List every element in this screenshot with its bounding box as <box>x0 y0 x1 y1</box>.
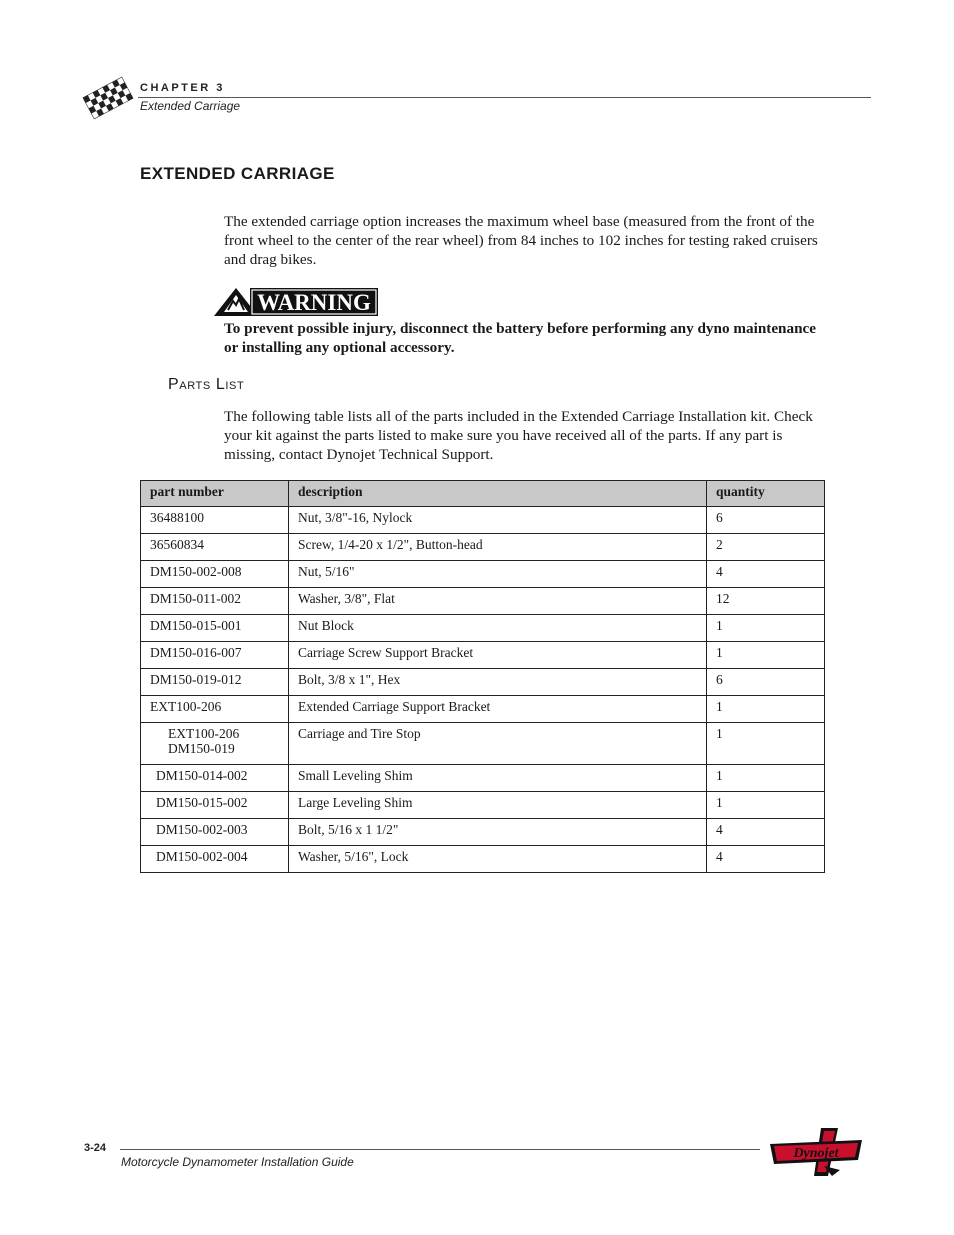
column-header-part-number: part number <box>141 481 289 507</box>
description-cell: Large Leveling Shim <box>289 792 707 819</box>
quantity-cell: 4 <box>707 819 825 846</box>
table-row <box>141 846 825 873</box>
checkered-flag-icon <box>82 76 134 120</box>
quantity-cell: 1 <box>707 765 825 792</box>
part-number-line: DM150-019 <box>168 741 235 756</box>
section-title: EXTENDED CARRIAGE <box>140 164 335 183</box>
logo-text: Dynojet <box>793 1146 839 1161</box>
quantity-cell: 6 <box>707 507 825 534</box>
table-row <box>141 534 825 561</box>
part-number-cell <box>141 723 289 765</box>
description-cell: Carriage and Tire Stop <box>289 723 707 765</box>
guide-title: Motorcycle Dynamometer Installation Guide <box>121 1155 354 1169</box>
description-cell: Bolt, 5/16 x 1 1/2" <box>289 819 707 846</box>
part-number-cell: DM150-016-007 <box>141 642 289 669</box>
table-row <box>141 615 825 642</box>
table-row <box>141 588 825 615</box>
quantity-cell: 1 <box>707 642 825 669</box>
chapter-label: CHAPTER 3 <box>140 82 225 94</box>
part-number-cell: DM150-019-012 <box>141 669 289 696</box>
description-cell: Small Leveling Shim <box>289 765 707 792</box>
quantity-cell: 2 <box>707 534 825 561</box>
part-number-cell: DM150-014-002 <box>141 765 289 792</box>
description-cell: Screw, 1/4-20 x 1/2", Button-head <box>289 534 707 561</box>
part-number-cell: EXT100-206 <box>141 696 289 723</box>
description-cell: Bolt, 3/8 x 1", Hex <box>289 669 707 696</box>
chapter-subtitle: Extended Carriage <box>140 99 241 113</box>
warning-icon <box>214 286 380 318</box>
quantity-cell: 4 <box>707 846 825 873</box>
quantity-cell: 6 <box>707 669 825 696</box>
description-cell: Nut, 5/16" <box>289 561 707 588</box>
warning-text: To prevent possible injury, disconnect the battery before performing any dyno maintenance or installing any optional accessory. <box>224 320 817 356</box>
table-row <box>141 819 825 846</box>
quantity-cell: 12 <box>707 588 825 615</box>
warning-badge-label: WARNING <box>257 290 371 315</box>
description-cell: Extended Carriage Support Bracket <box>289 696 707 723</box>
table-row <box>141 507 825 534</box>
part-number-cell: DM150-002-008 <box>141 561 289 588</box>
table-row <box>141 723 825 765</box>
column-header-description: description <box>289 481 707 507</box>
table-row <box>141 792 825 819</box>
table-row <box>141 561 825 588</box>
table-row <box>141 696 825 723</box>
description-cell: Nut, 3/8"-16, Nylock <box>289 507 707 534</box>
header-divider <box>138 97 871 98</box>
dynojet-logo <box>766 1126 866 1178</box>
description-cell: Carriage Screw Support Bracket <box>289 642 707 669</box>
part-number-cell: DM150-015-002 <box>141 792 289 819</box>
parts-intro-paragraph: The following table lists all of the parts included in the Extended Carriage Installation kit. Check your kit against the parts listed to make sure you have received all of the parts. If any part is missing, contact Dynojet Technical Support. <box>224 408 813 463</box>
table-row <box>141 669 825 696</box>
description-cell: Nut Block <box>289 615 707 642</box>
part-number-cell: DM150-011-002 <box>141 588 289 615</box>
part-number-cell: 36488100 <box>141 507 289 534</box>
description-cell: Washer, 5/16", Lock <box>289 846 707 873</box>
description-cell: Washer, 3/8", Flat <box>289 588 707 615</box>
quantity-cell: 1 <box>707 615 825 642</box>
part-number-cell: DM150-002-004 <box>141 846 289 873</box>
table-row <box>141 765 825 792</box>
quantity-cell: 1 <box>707 792 825 819</box>
part-number-cell: DM150-002-003 <box>141 819 289 846</box>
part-number-cell: DM150-015-001 <box>141 615 289 642</box>
page-number: 3-24 <box>84 1142 107 1154</box>
parts-list-heading: Parts List <box>168 376 245 393</box>
intro-paragraph: The extended carriage option increases the maximum wheel base (measured from the front of the front wheel to the center of the rear wheel) from 84 inches to 102 inches for testing raked cruisers and drag bikes. <box>224 213 818 268</box>
parts-table <box>140 480 825 873</box>
column-header-quantity: quantity <box>707 481 825 507</box>
quantity-cell: 1 <box>707 723 825 765</box>
table-row <box>141 642 825 669</box>
part-number-line: EXT100-206 <box>168 726 240 741</box>
footer-divider <box>120 1149 760 1150</box>
quantity-cell: 1 <box>707 696 825 723</box>
part-number-cell: 36560834 <box>141 534 289 561</box>
table-header-row <box>141 481 825 507</box>
quantity-cell: 4 <box>707 561 825 588</box>
